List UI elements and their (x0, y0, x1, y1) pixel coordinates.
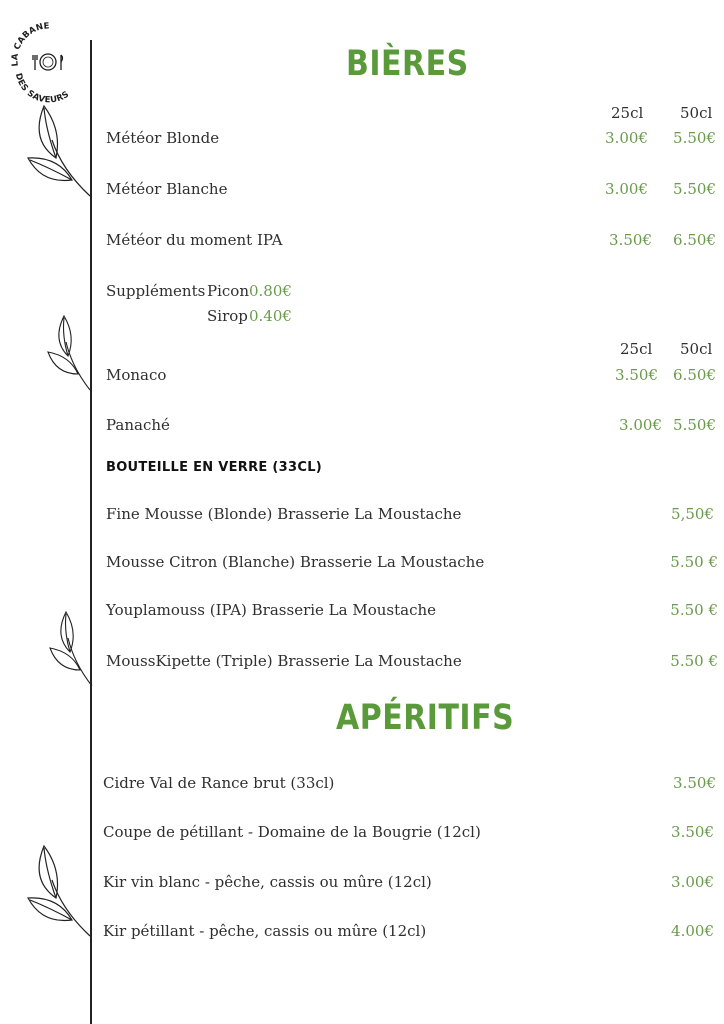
supplement-name: Sirop (207, 307, 248, 325)
menu-item-price-25cl: 3.00€ (619, 416, 662, 434)
section-title-aperitifs: APÉRITIFS (336, 698, 515, 739)
menu-item-name: MoussKipette (Triple) Brasserie La Moustache (106, 652, 462, 670)
menu-item-price-25cl: 3.50€ (615, 366, 658, 384)
menu-item-name: Kir pétillant - pêche, cassis ou mûre (12cl) (103, 922, 427, 940)
menu-item-price-25cl: 3.00€ (605, 180, 648, 198)
menu-item-name: Cidre Val de Rance brut (33cl) (103, 774, 335, 792)
menu-item-name: Kir vin blanc - pêche, cassis ou mûre (12cl) (103, 873, 432, 891)
size-header-25cl: 25cl (611, 104, 644, 122)
menu-item-price: 3.00€ (671, 873, 714, 891)
menu-item-name: Youplamouss (IPA) Brasserie La Moustache (106, 601, 437, 619)
logo-bottom-text: DES SAVEURS (12, 72, 72, 104)
menu-item-name: Météor Blanche (106, 180, 228, 198)
menu-item-name: Météor du moment IPA (106, 231, 283, 249)
size-header-50cl: 50cl (680, 104, 713, 122)
menu-item-name: Monaco (106, 366, 167, 384)
leaf-branch-icon (44, 608, 94, 688)
menu-item-price: 3.50€ (673, 774, 716, 792)
section-title-bouteille: BOUTEILLE EN VERRE (33CL) (106, 460, 323, 475)
menu-item-price-50cl: 6.50€ (673, 366, 716, 384)
plate-cutlery-icon (33, 54, 63, 70)
menu-item-price-25cl: 3.00€ (605, 129, 648, 147)
size-header-50cl: 50cl (680, 340, 713, 358)
menu-item-name: Mousse Citron (Blanche) Brasserie La Moustache (106, 553, 485, 571)
svg-text:LA CABANE (10, 22, 50, 67)
supplement-price: 0.40€ (249, 307, 292, 325)
size-header-25cl: 25cl (620, 340, 653, 358)
menu-item-price: 5.50 € (670, 553, 718, 571)
menu-item-price: 5,50€ (671, 505, 714, 523)
menu-item-price: 5.50 € (670, 601, 718, 619)
menu-item-name: Coupe de pétillant - Domaine de la Bougrie (12cl) (103, 823, 481, 841)
menu-item-name: Météor Blonde (106, 129, 220, 147)
menu-item-name: Panaché (106, 416, 170, 434)
menu-item-name: Fine Mousse (Blonde) Brasserie La Moustache (106, 505, 462, 523)
logo-top-text: LA CABANE (10, 22, 51, 67)
menu-item-price: 3.50€ (671, 823, 714, 841)
leaf-branch-icon (22, 840, 92, 940)
leaf-branch-icon (42, 312, 92, 392)
menu-item-price-50cl: 5.50€ (673, 416, 716, 434)
supplement-name: Picon (207, 282, 249, 300)
supplements-label: Suppléments (106, 282, 206, 300)
menu-item-price-25cl: 3.50€ (609, 231, 652, 249)
section-title-bieres: BIÈRES (346, 44, 469, 85)
menu-item-price: 4.00€ (671, 922, 714, 940)
menu-item-price-50cl: 6.50€ (673, 231, 716, 249)
menu-item-price-50cl: 5.50€ (673, 180, 716, 198)
menu-item-price-50cl: 5.50€ (673, 129, 716, 147)
menu-item-price: 5.50 € (670, 652, 718, 670)
leaf-branch-icon (22, 100, 92, 200)
restaurant-logo (10, 22, 92, 104)
supplement-price: 0.80€ (249, 282, 292, 300)
